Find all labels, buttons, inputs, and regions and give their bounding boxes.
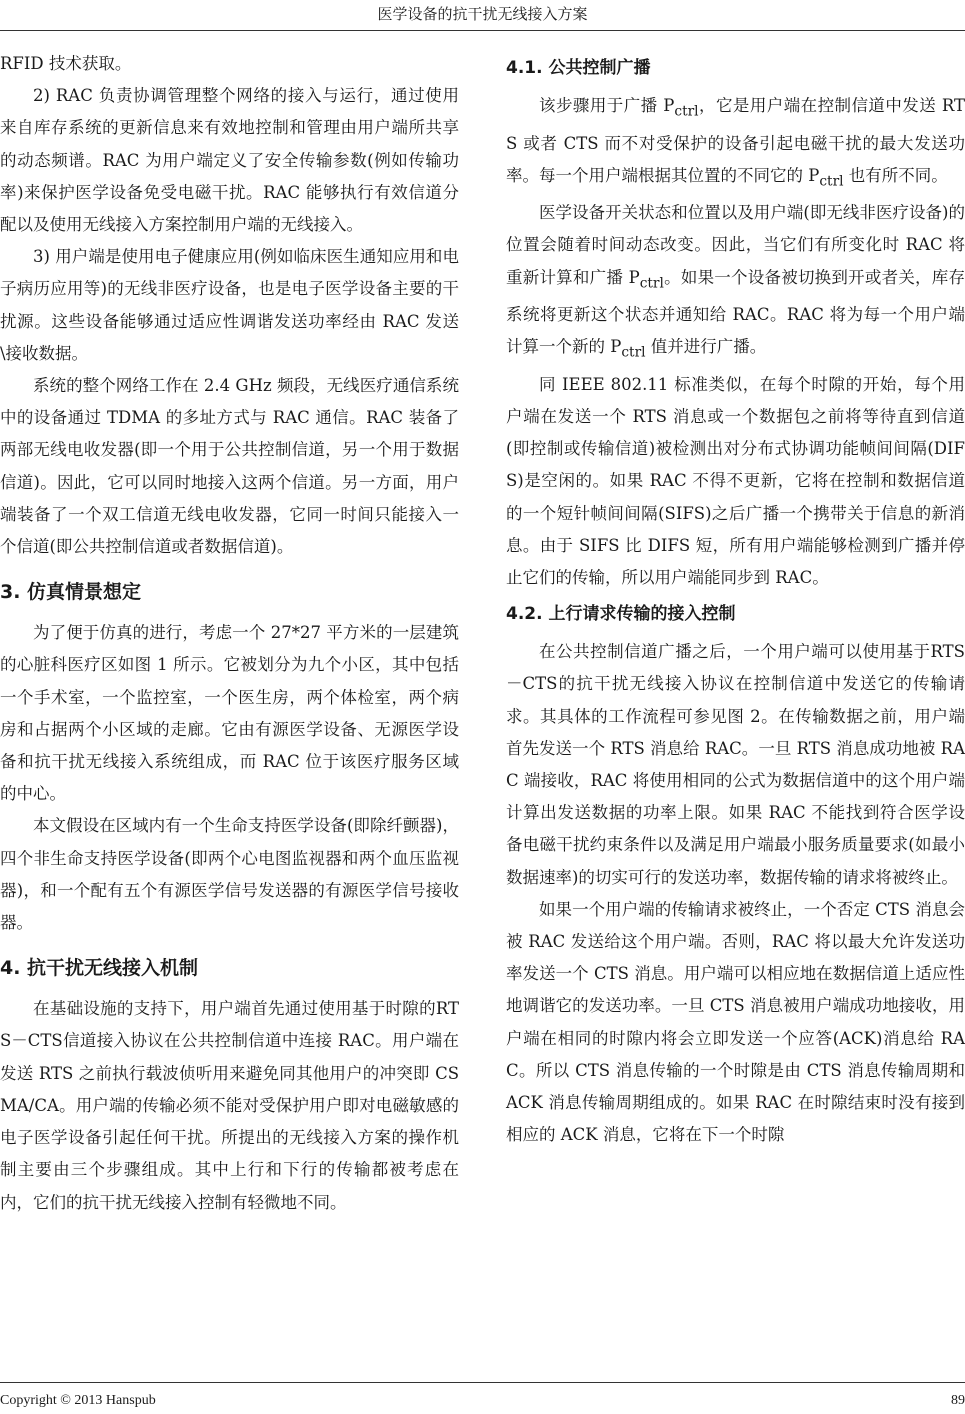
paragraph: 医学设备开关状态和位置以及用户端(即无线非医疗设备)的位置会随着时间动态改变。因此，当它们有所变化时 RAC 将重新计算和广播 $P_{ctrl}$。如果一个设备被切换到开或者关，库存系统将更新这个状态并通知给 RAC。RAC 将为每一个用户端计算一个新的 $P_{ctrl}$ 值并进行广播。 [506, 203, 965, 361]
copyright: Copyright © 2013 Hanspub [0, 1393, 156, 1408]
left-column [0, 48, 459, 1219]
footer-rule [0, 1382, 965, 1383]
paragraph: 如果一个用户端的传输请求被终止，一个否定 CTS 消息会被 RAC 发送给这个用户端。否则，RAC 将以最大允许发送功率发送一个 CTS 消息。用户端可以相应地在数据信道上适应性地调谐它的发送功率。一旦 CTS 消息被用户端成功地接收，用户端在相同的时隙内将会立即发送一个应答(ACK)消息给 RAC。所以 CTS 消息传输的一个时隙是由 CTS 消息传输周期和 ACK 消息传输周期组成的。如果 RAC 在时隙结束时没有接到相应的 ACK 消息，它将在下一个时隙 [506, 899, 965, 1145]
section-heading: 3. 仿真情景想定 [0, 581, 142, 604]
header-rule [0, 30, 965, 31]
paragraph: 该步骤用于广播 $P_{ctrl}$，它是用户端在控制信道中发送 RTS 或者 CTS 而不对受保护的设备引起电磁干扰的最大发送功率。每一个用户端根据其位置的不同它的 $P_{ctrl}$ 也有所不同。 [506, 96, 965, 189]
subsection-heading: 4.1. 公共控制广播 [506, 58, 651, 78]
right-column [506, 48, 965, 1151]
paragraph: 2) RAC 负责协调管理整个网络的接入与运行，通过使用来自库存系统的更新信息来有效地控制和管理由用户端所共享的动态频谱。RAC 为用户端定义了安全传输参数(例如传输功率)来保护医学设备免受电磁干扰。RAC 能够执行有效信道分配以及使用无线接入方案控制用户端的无线接入。 [0, 86, 459, 235]
paragraph: 本文假设在区域内有一个生命支持医学设备(即除纤颤器)，四个非生命支持医学设备(即两个心电图监视器和两个血压监视器)，和一个配有五个有源医学信号发送器的有源医学信号接收器。 [0, 816, 459, 933]
paragraph: 系统的整个网络工作在 2.4 GHz 频段，无线医疗通信系统中的设备通过 TDMA 的多址方式与 RAC 通信。RAC 装备了两部无线电收发器(即一个用于公共控制信道，另一个用于数据信道)。因此，它可以同时地接入这两个信道。另一方面，用户端装备了一个双工信道无线电收发器，它同一时间只能接入一个信道(即公共控制信道或者数据信道)。 [0, 376, 459, 557]
section-heading: 4. 抗干扰无线接入机制 [0, 957, 199, 980]
page-number: 89 [951, 1393, 965, 1408]
paragraph: 为了便于仿真的进行，考虑一个 27*27 平方米的一层建筑的心脏科医疗区如图 1 所示。它被划分为九个小区，其中包括一个手术室，一个监控室，一个医生房，两个体检室，两个病房和占据两个小区域的走廊。它由有源医学设备、无源医学设备和抗干扰无线接入系统组成，而 RAC 位于该医疗服务区域的中心。 [0, 623, 459, 804]
paragraph: 在基础设施的支持下，用户端首先通过使用基于时隙的RTS－CTS信道接入协议在公共控制信道中连接 RAC。用户端在发送 RTS 之前执行载波侦听用来避免同其他用户的冲突即 CSMA/CA。用户端的传输必须不能对受保护用户即对电磁敏感的电子医学设备引起任何干扰。所提出的无线接入方案的操作机制主要由三个步骤组成。其中上行和下行的传输都被考虑在内，它们的抗干扰无线接入控制有轻微地不同。 [0, 999, 459, 1212]
paragraph: 同 IEEE 802.11 标准类似，在每个时隙的开始，每个用户端在发送一个 RTS 消息或一个数据包之前将等待直到信道(即控制或传输信道)被检测出对分布式协调功能帧间间隔(DIFS)是空闲的。如果 RAC 不得不更新，它将在控制和数据信道的一个短针帧间间隔(SIFS)之后广播一个携带关于信息的新消息。由于 SIFS 比 DIFS 短，所有用户端能够检测到广播并停止它们的传输，所以用户端能同步到 RAC。 [506, 374, 965, 588]
paragraph: RFID 技术获取。 [0, 54, 132, 73]
paragraph: 3) 用户端是使用电子健康应用(例如临床医生通知应用和电子病历应用等)的无线非医疗设备，也是电子医学设备主要的干扰源。这些设备能够通过适应性调谐发送功率经由 RAC 发送\接收数据。 [0, 247, 459, 363]
paragraph: 在公共控制信道广播之后，一个用户端可以使用基于RTS－CTS的抗干扰无线接入协议在控制信道中发送它的传输请求。其具体的工作流程可参见图 2。在传输数据之前，用户端首先发送一个 RTS 消息给 RAC。一旦 RTS 消息成功地被 RAC 端接收，RAC 将使用相同的公式为数据信道中的这个用户端计算出发送数据的功率上限。如果 RAC 不能找到符合医学设备电磁干扰约束条件以及满足用户端最小服务质量要求(如最小数据速率)的切实可行的发送功率，数据传输的请求将被终止。 [506, 642, 965, 887]
subsection-heading: 4.2. 上行请求传输的接入控制 [506, 604, 736, 625]
running-title: 医学设备的抗干扰无线接入方案 [377, 5, 588, 23]
